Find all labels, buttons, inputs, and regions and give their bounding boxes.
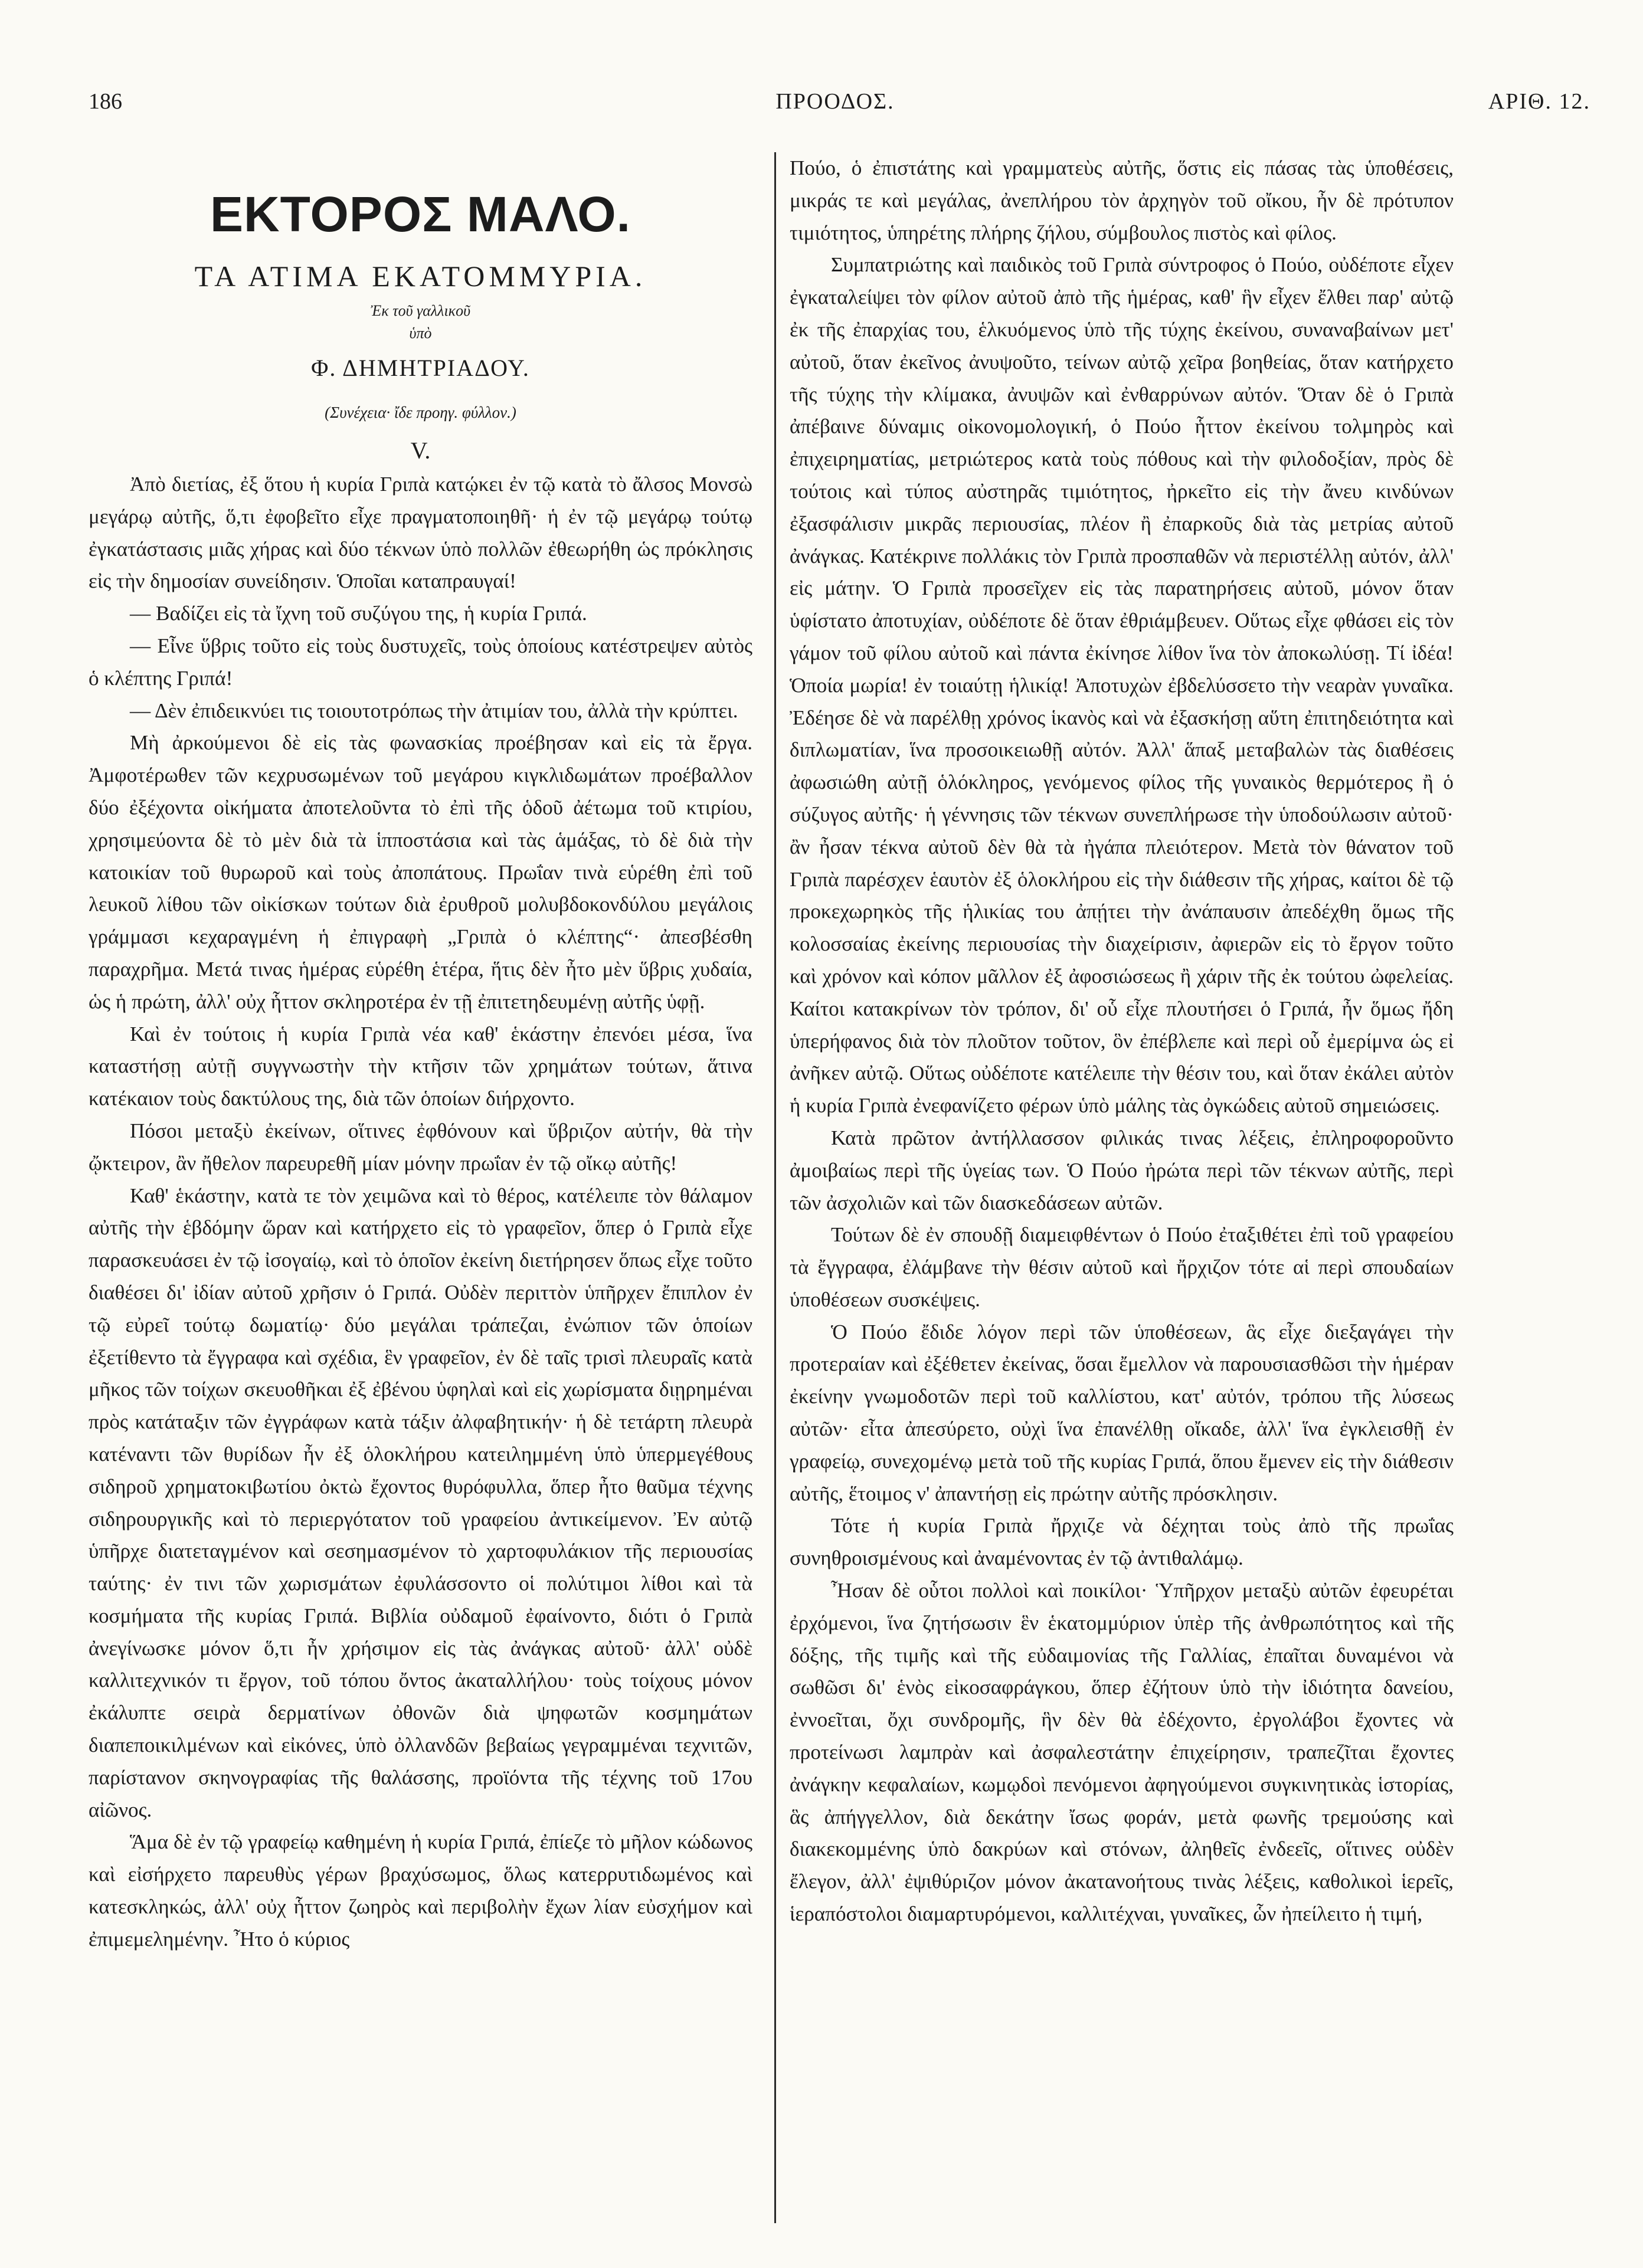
paragraph: Μὴ ἀρκούμενοι δὲ εἰς τὰς φωνασκίας προέβησαν καὶ εἰς τὰ ἔργα. Ἀμφοτέρωθεν τῶν κεχρυσωμένων τοῦ μεγάρου κιγκλιδωμάτων προέβαλλον δύο ἐξέχοντα οἰκήματα ἀποτελοῦντα τὸ ἐπὶ τῆς ὁδοῦ ἀέτωμα τοῦ κτιρίου, χρησιμεύοντα δὲ τὸ μὲν διὰ τὰ ἱπποστάσια καὶ τὰς ἁμάξας, τὸ δὲ διὰ τὴν κατοικίαν τοῦ θυρωροῦ καὶ τοὺς ἀποπάτους. Πρωΐαν τινὰ εὑρέθη ἐπὶ τοῦ λευκοῦ λίθου τῶν οἰκίσκων τούτων διὰ ἐρυθροῦ μολυβδοκονδύλου μεγάλοις γράμμασι κεχαραγμένη ἡ ἐπιγραφὴ „Γριπὰ ὁ κλέπτης“· ἀπεσβέσθη παραχρῆμα. Μετά τινας ἡμέρας εὑρέθη ἑτέρα, ἥτις δὲν ἦτο μὲν ὕβρις χυδαία, ὡς ἡ πρώτη, ἀλλ' οὐχ ἧττον σκληροτέρα ἐν τῇ ἐπιτετηδευμένῃ αὐτῆς ὑφῇ. (89, 731, 752, 1013)
chapter-number: V. (410, 437, 431, 464)
paragraph: — Βαδίζει εἰς τὰ ἴχνη τοῦ συζύγου της, ἡ κυρία Γριπά. (130, 602, 587, 625)
paragraph: Ἀπὸ διετίας, ἐξ ὅτου ἡ κυρία Γριπὰ κατῴκει ἐν τῷ κατὰ τὸ ἄλσος Μονσὼ μεγάρῳ αὐτῆς, ὅ,τι ἐφοβεῖτο εἶχε πραγματοποιηθῆ· ἡ ἐν τῷ μεγάρῳ τούτῳ ἐγκατάστασις μιᾶς χήρας καὶ δύο τέκνων ὑπὸ πολλῶν ἐθεωρήθη ὡς πρόκλησις εἰς τὴν δημοσίαν συνείδησιν. Ὁποῖαι καταπραυγαί! (89, 473, 752, 593)
paragraph: Τούτων δὲ ἐν σπουδῇ διαμειφθέντων ὁ Πούο ἐταξιθέτει ἐπὶ τοῦ γραφείου τὰ ἔγγραφα, ἐλάμβανε τὴν θέσιν αὐτοῦ καὶ ἤρχιζον τότε αἱ περὶ σπουδαίων ὑποθέσεων συσκέψεις. (790, 1223, 1454, 1311)
article-headline: ΕΚΤΟΡΟΣ ΜΑΛΟ. (210, 186, 631, 242)
column-divider (774, 152, 776, 2223)
paragraph: Πούο, ὁ ἐπιστάτης καὶ γραμματεὺς αὐτῆς, ὅστις εἰς πάσας τὰς ὑποθέσεις, μικράς τε καὶ μεγάλας, ἀνεπλήρου τὸν ἀρχηγὸν τοῦ οἴκου, ἦν δὲ πρότυπον τιμιότητος, ὑπηρέτης πλήρης ζήλου, σύμβουλος πιστὸς καὶ φίλος. (790, 156, 1454, 244)
translator-name: Φ. ΔΗΜΗΤΡΙΑΔΟΥ. (311, 355, 530, 381)
running-head (80, 89, 1590, 124)
paragraph: Συμπατριώτης καὶ παιδικὸς τοῦ Γριπὰ σύντροφος ὁ Πούο, οὐδέποτε εἶχεν ἐγκαταλείψει τὸν φίλον αὐτοῦ ἀπὸ τῆς ἡμέρας, καθ' ἣν εἶχεν ἔλθει παρ' αὐτῷ ἐκ τῆς ἐπαρχίας του, ἑλκυόμενος ὑπὸ τῆς τύχης ἐκείνου, συναναβαίνων μετ' αὐτοῦ, ὅταν ἐκεῖνος ἀνυψοῦτο, τείνων αὐτῷ χεῖρα βοηθείας, ὅταν κατήρχετο τῆς τύχης τὴν κλίμακα, ἀνυψῶν καὶ ἐνθαρρύνων αὐτόν. Ὅταν δὲ ὁ Γριπὰ ἀπέβαινε δύναμις οἰκονομολογική, ὁ Πούο ἧττον ἐκείνου τολμηρὸς καὶ ἐπιχειρηματίας, μετριώτερος κατὰ τοὺς πόθους καὶ τὴν φιλοδοξίαν, πρὸς δὲ τούτοις καὶ τύπος αὐστηρᾶς τιμιότητος, ἠρκεῖτο εἰς τὴν ἄνευ κινδύνων ἐξασφάλισιν μικρᾶς περιουσίας, πλέον ἢ ἐπαρκοῦς διὰ τὰς μετρίας αὐτοῦ ἀνάγκας. Κατέκρινε πολλάκις τὸν Γριπὰ προσπαθῶν νὰ περιστέλλῃ αὐτόν, ἀλλ' εἰς μάτην. Ὁ Γριπὰ προσεῖχεν εἰς τὰς παρατηρήσεις αὐτοῦ, μόνον ὅταν ὑφίστατο ἀποτυχίαν, οὐδέποτε δὲ ὅταν ἐθριάμβευεν. Οὕτως εἶχε φθάσει εἰς τὸν γάμον τοῦ φίλου αὐτοῦ καὶ πάντα ἐκίνησε λίθον ἵνα τὸν ἀποκωλύσῃ. Τί ἰδέα! Ὁποία μωρία! ἐν τοιαύτῃ ἡλικίᾳ! Ἀποτυχὼν ἐβδελύσσετο τὴν νεαρὰν γυναῖκα. Ἐδέησε δὲ νὰ παρέλθῃ χρόνος ἱκανὸς καὶ νὰ ἐξασκήσῃ αὕτη ἐπιτηδειότητα καὶ διπλωματίαν, ἵνα προσοικειωθῇ αὐτόν. Ἀλλ' ἅπαξ μεταβαλὼν τὰς διαθέσεις ἀφωσιώθη αὐτῇ ὁλόκληρος, γενόμενος φίλος τῆς γυναικὸς θερμότερος ἢ ὁ σύζυγος αὐτῆς· ἡ γέννησις τῶν τέκνων συνεπλήρωσε τὴν ὑποδούλωσιν αὐτοῦ· ἂν ἦσαν τέκνα αὐτοῦ δὲν θὰ τὰ ἠγάπα πλειότερον. Μετὰ τὸν θάνατον τοῦ Γριπὰ παρέσχεν ἑαυτὸν ἐξ ὁλοκλήρου εἰς τὴν διάθεσιν τῆς χήρας, καίτοι δὲ τῷ προκεχωρηκὸς τῆς ἡλικίας του ἀπῄτει τὴν ἀνάπαυσιν ἀπεδέχθη ὅμως τῆς κολοσσαίας ἐκείνης περιουσίας τὴν διαχείρισιν, ἀφιερῶν εἰς τὸ ἔργον τοῦτο καὶ χρόνον καὶ κόπον μᾶλλον ἐξ ἀφοσιώσεως ἢ χάριν τῆς ἐκ τούτου ὠφελείας. Καίτοι κατακρίνων τὸν τρόπον, δι' οὗ εἶχε πλουτήσει ὁ Γριπά, ἦν ὅμως ἤδη ὑπερήφανος διὰ τὸν πλοῦτον τοῦτον, ὃν ἐπέβλεπε καὶ περὶ οὗ ἐμερίμνα ὡς εἰ ἀνῆκεν αὐτῷ. Οὕτως οὐδέποτε κατέλειπε τὴν θέσιν του, καὶ ὅταν ἐκάλει αὐτὸν ἡ κυρία Γριπὰ ἐνεφανίζετο φέρων ὑπὸ μάλης τὰς ὀγκώδεις αὐτοῦ σημειώσεις. (790, 253, 1454, 1117)
paragraph: — Εἶνε ὕβρις τοῦτο εἰς τοὺς δυστυχεῖς, τοὺς ὁποίους κατέστρεψεν αὐτὸς ὁ κλέπτης Γριπά! (89, 634, 752, 690)
paragraph: Ἅμα δὲ ἐν τῷ γραφείῳ καθημένη ἡ κυρία Γριπά, ἐπίεζε τὸ μῆλον κώδωνος καὶ εἰσήρχετο παρευθὺς γέρων βραχύσωμος, ὅλως κατερρυτιδωμένος καὶ κατεσκληκώς, ἀλλ' οὐχ ἧττον ζωηρὸς καὶ περιβολὴν ἔχων λίαν εὐσχήμον καὶ ἐπιμεμελημένην. Ἦτο ὁ κύριος (89, 1830, 752, 1951)
paragraph: — Δὲν ἐπιδεικνύει τις τοιουτοτρόπως τὴν ἀτιμίαν του, ἀλλὰ τὴν κρύπτει. (130, 699, 738, 722)
right-column (790, 152, 1454, 1931)
article-subtitle: ΤΑ ΑΤΙΜΑ ΕΚΑΤΟΜΜΥΡΙΑ. (194, 260, 647, 293)
paragraph: Ὁ Πούο ἔδιδε λόγον περὶ τῶν ὑποθέσεων, ἃς εἶχε διεξαγάγει τὴν προτεραίαν καὶ ἐξέθετεν ἐκείνας, ὅσαι ἔμελλον νὰ παρουσιασθῶσι τὴν ἡμέραν ἐκείνην γνωμοδοτῶν περὶ τοῦ καλλίστου, κατ' αὐτόν, τρόπου τῆς λύσεως αὐτῶν· εἶτα ἀπεσύρετο, οὐχὶ ἵνα ἐπανέλθῃ οἴκαδε, ἀλλ' ἵνα ἐγκλεισθῇ ἐν γραφείῳ, συνεχομένῳ μετὰ τοῦ τῆς κυρίας Γριπά, ὅπου ἔμενεν εἰς τὴν διάθεσιν αὐτῆς, ἕτοιμος ν' ἀπαντήσῃ εἰς πρώτην αὐτῆς πρόσκλησιν. (790, 1320, 1454, 1505)
left-column (89, 152, 752, 1956)
source-line: Ἐκ τοῦ γαλλικοῦ (370, 302, 471, 319)
source-by: ὑπὸ (409, 325, 432, 342)
paragraph: Κατὰ πρῶτον ἀντήλλασσον φιλικάς τινας λέξεις, ἐπληροφοροῦντο ἀμοιβαίως περὶ τῆς ὑγείας των. Ὁ Πούο ἠρώτα περὶ τῶν τέκνων αὐτῆς, περὶ τῶν ἀσχολιῶν καὶ τῶν διασκεδάσεων αὐτῶν. (790, 1126, 1454, 1214)
paragraph: Καὶ ἐν τούτοις ἡ κυρία Γριπὰ νέα καθ' ἑκάστην ἐπενόει μέσα, ἵνα καταστήσῃ αὐτῇ συγγνωστὴν τὴν κτῆσιν τῶν χρημάτων τούτων, ἅτινα κατέκαιον τοὺς δακτύλους της, διὰ τῶν ὁποίων διήρχοντο. (89, 1022, 752, 1110)
paragraph: Καθ' ἑκάστην, κατὰ τε τὸν χειμῶνα καὶ τὸ θέρος, κατέλειπε τὸν θάλαμον αὐτῆς τὴν ἑβδόμην ὥραν καὶ κατήρχετο εἰς τὸ γραφεῖον, ὅπερ ὁ Γριπὰ εἶχε παρασκευάσει ἐν τῷ ἰσογαίῳ, καὶ τὸ ὁποῖον ἐκείνη διετήρησεν ὅπως εἶχε τοῦτο διαθέσει δι' ἰδίαν αὐτοῦ χρῆσιν ὁ Γριπά. Οὐδὲν περιττὸν ὑπῆρχεν ἔπιπλον ἐν τῷ εὐρεῖ τούτῳ δωματίῳ· δύο μεγάλαι τράπεζαι, ἐνώπιον τῶν ὁποίων ἐξετίθεντο τὰ ἔγγραφα καὶ σχέδια, ἓν γραφεῖον, ἐν δὲ ταῖς τρισὶ πλευραῖς κατὰ μῆκος τῶν τοίχων σκευοθῆκαι ἐξ ἐβένου ὑφηλαὶ καὶ εἰς χωρίσματα διῃρημέναι πρὸς κατάταξιν τῶν ἐγγράφων κατὰ τάξιν ἀλφαβητικήν· ἡ δὲ τετάρτη πλευρὰ κατέναντι τῶν θυρίδων ἦν ἐξ ὁλοκλήρου κατειλημμένη ὑπὸ ὑπερμεγέθους σιδηροῦ χρηματοκιβωτίου ὀκτὼ ἔχοντος θυρόφυλλα, ὅπερ ἦτο θαῦμα τέχνης σιδηρουργικῆς καὶ τὸ περιεργότατον τοῦ γραφείου ἀντικείμενον. Ἐν αὐτῷ ὑπῆρχε διατεταγμένον καὶ σεσημασμένον τὸ χαρτοφυλάκιον τῆς περιουσίας ταύτης· ἐν τινι τῶν χωρισμάτων ἐφυλάσσοντο οἱ πολύτιμοι λίθοι καὶ τὰ κοσμήματα τῆς κυρίας Γριπά. Βιβλία οὐδαμοῦ ἐφαίνοντο, διότι ὁ Γριπὰ ἀνεγίνωσκε μόνον ὅ,τι ἦν χρήσιμον εἰς τὰς ἀνάγκας αὐτοῦ· ἀλλ' οὐδὲ καλλιτεχνικόν τι ἔργον, τοῦ τόπου ὄντος ἀκαταλλήλου· τοὺς τοίχους μόνον ἐκάλυπτε σειρὰ δερματίνων ὀθονῶν διὰ ψηφωτῶν κοσμημάτων διαπεποικιλμένων καὶ εἰκόνες, ὑπὸ ὀλλανδῶν βεβαίως γεγραμμέναι τεχνιτῶν, παρίστανον σκηνογραφίας τῆς θαλάσσης, προϊόντα τῆς τέχνης τοῦ 17ου αἰῶνος. (89, 1184, 752, 1821)
paragraph: Τότε ἡ κυρία Γριπὰ ἤρχιζε νὰ δέχηται τοὺς ἀπὸ τῆς πρωΐας συνηθροισμένους καὶ ἀναμένοντας ἐν τῷ ἀντιθαλάμῳ. (790, 1514, 1454, 1570)
page-number: 186 (89, 89, 122, 114)
paragraph: Πόσοι μεταξὺ ἐκείνων, οἵτινες ἐφθόνουν καὶ ὕβριζον αὐτήν, θὰ τὴν ᾤκτειρον, ἂν ἤθελον παρευρεθῆ μίαν μόνην πρωΐαν ἐν τῷ οἴκῳ αὐτῆς! (89, 1119, 752, 1175)
paragraph: Ἦσαν δὲ οὗτοι πολλοὶ καὶ ποικίλοι· Ὑπῆρχον μεταξὺ αὐτῶν ἐφευρέται ἐρχόμενοι, ἵνα ζητήσωσιν ἓν ἑκατομμύριον ὑπὲρ τῆς ἀνθρωπότητος καὶ τῆς δόξης, τῆς τιμῆς καὶ τῆς εὐδαιμονίας τῆς Γαλλίας, ἐπαῖται δυναμένοι νὰ σωθῶσι δι' ἑνὸς εἰκοσαφράγκου, ὅπερ ἐζήτουν ὑπὸ τὴν ἰδιότητα δανείου, ἐννοεῖται, ὄχι συνδρομῆς, ἣν δὲν θὰ ἐδέχοντο, ἐργολάβοι ἔχοντες νὰ προτείνωσι λαμπρὰν καὶ ἀσφαλεστάτην ἐπιχείρησιν, τραπεζῖται ἔχοντες ἀνάγκην κεφαλαίων, κωμῳδοὶ πενόμενοι ἀφηγούμενοι συγκινητικὰς ἱστορίας, ἃς ἀπήγγελλον, διὰ δεκάτην ἴσως φοράν, μετὰ φωνῆς τρεμούσης καὶ διακεκομμένης ὑπὸ δακρύων καὶ στόνων, ἀληθεῖς ἐνδεεῖς, οἵτινες οὐδὲν ἔλεγον, ἀλλ' ἐψιθύριζον μόνον ἀκατανοήτους τινὰς λέξεις, καθολικοὶ ἱερεῖς, ἱεραπόστολοι διαμαρτυρόμενοι, καλλιτέχναι, γυναῖκες, ὧν ἠπείλειτο ἡ τιμή, (790, 1579, 1454, 1926)
continuation-note: (Συνέχεια· ἴδε προηγ. φύλλον.) (325, 404, 516, 421)
journal-title: ΠΡΟΟΔΟΣ. (775, 89, 895, 114)
issue-number: ΑΡΙΘ. 12. (1488, 89, 1590, 114)
